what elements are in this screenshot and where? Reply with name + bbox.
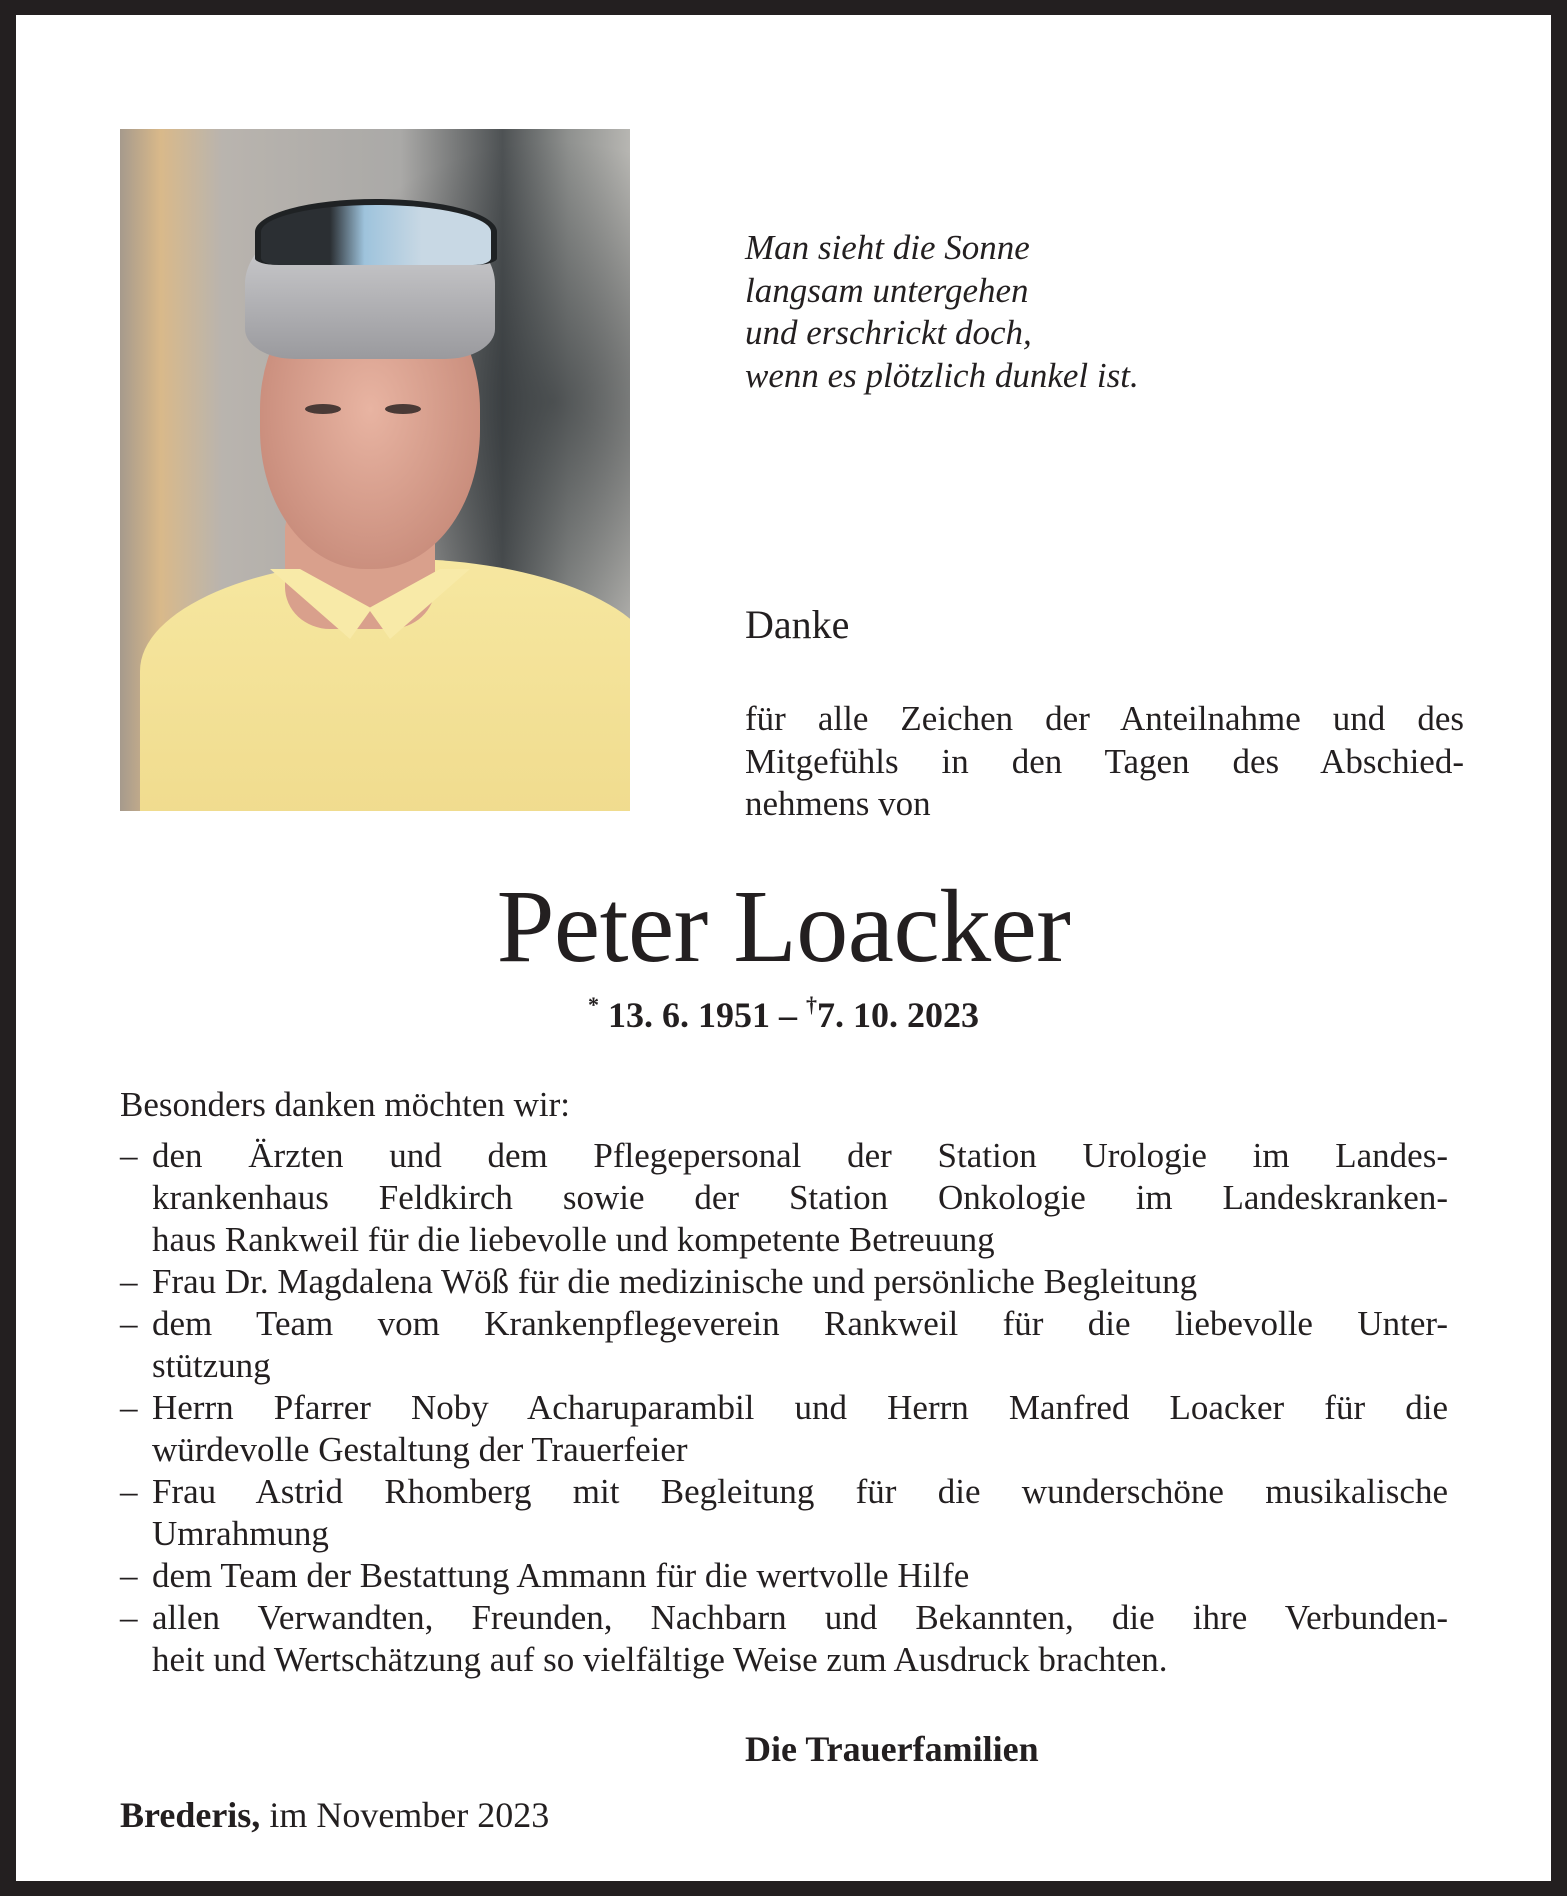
death-date: 7. 10. 2023 [817, 995, 979, 1035]
portrait-photo [120, 129, 630, 811]
list-item-line: Herrn Pfarrer Noby Acharuparambil und Herrn Manfred Loacker für die [152, 1388, 1448, 1427]
list-item-line: heit und Wertschätzung auf so vielfältige Weise zum Ausdruck brachten. [152, 1640, 1168, 1679]
birth-symbol: * [588, 992, 599, 1017]
list-bullet: – [120, 1598, 138, 1637]
list-bullet: – [120, 1136, 138, 1175]
list-item [120, 1597, 1448, 1681]
list-item-line: Umrahmung [152, 1514, 329, 1553]
sunglasses [255, 199, 497, 265]
place: Brederis, [120, 1795, 261, 1835]
paragraph-line: Mitgefühls in den Tagen des Abschied- [745, 741, 1464, 781]
list-item-line: dem Team vom Krankenpflegeverein Rankweil für die liebevolle Unter- [152, 1304, 1448, 1343]
list-bullet: – [120, 1262, 138, 1301]
list-item-line: krankenhaus Feldkirch sowie der Station Onkologie im Landeskranken- [152, 1178, 1448, 1217]
list-item-line: allen Verwandten, Freunden, Nachbarn und Bekannten, die ihre Verbunden- [152, 1598, 1448, 1637]
signature: Die Trauerfamilien [745, 1729, 1039, 1769]
thanks-paragraph [745, 698, 1464, 826]
list-item [120, 1387, 1448, 1471]
date: im November 2023 [269, 1795, 550, 1835]
poem-line: langsam untergehen [745, 270, 1029, 310]
paragraph-line: für alle Zeichen der Anteilnahme und des [745, 699, 1464, 738]
list-item-line: stützung [152, 1346, 271, 1385]
list-item-line: Frau Dr. Magdalena Wöß für die medizinische und persönliche Begleitung [152, 1262, 1198, 1301]
obituary-notice [16, 15, 1551, 1881]
list-item-line: Frau Astrid Rhomberg mit Begleitung für die wunderschöne musikalische [152, 1472, 1448, 1511]
thanks-heading: Danke [745, 602, 850, 647]
poem-line: wenn es plötzlich dunkel ist. [745, 355, 1139, 395]
date-separator: – [779, 995, 797, 1035]
poem-line: Man sieht die Sonne [745, 228, 1030, 267]
birth-date: 13. 6. 1951 [608, 995, 770, 1035]
list-item-line: haus Rankweil für die liebevolle und kompetente Betreuung [152, 1220, 995, 1259]
list-item [120, 1555, 1448, 1597]
list-item [120, 1135, 1448, 1261]
list-item [120, 1471, 1448, 1555]
poem-line: und erschrickt doch, [745, 313, 1032, 352]
thanks-list [120, 1135, 1448, 1681]
list-bullet: – [120, 1388, 138, 1427]
list-item-line: würdevolle Gestaltung der Trauerfeier [152, 1430, 688, 1469]
list-item [120, 1261, 1448, 1303]
list-item-line: den Ärzten und dem Pflegepersonal der Station Urologie im Landes- [152, 1136, 1448, 1175]
list-bullet: – [120, 1472, 138, 1511]
place-date [120, 1794, 549, 1836]
deceased-name: Peter Loacker [496, 869, 1071, 984]
poem [745, 227, 1139, 397]
list-item [120, 1303, 1448, 1387]
thanks-intro: Besonders danken möchten wir: [120, 1085, 571, 1124]
death-symbol: † [806, 992, 817, 1017]
paragraph-line: nehmens von [745, 784, 931, 823]
life-dates [16, 994, 1551, 1036]
list-bullet: – [120, 1556, 138, 1595]
list-item-line: dem Team der Bestattung Ammann für die wertvolle Hilfe [152, 1556, 970, 1595]
list-bullet: – [120, 1304, 138, 1343]
